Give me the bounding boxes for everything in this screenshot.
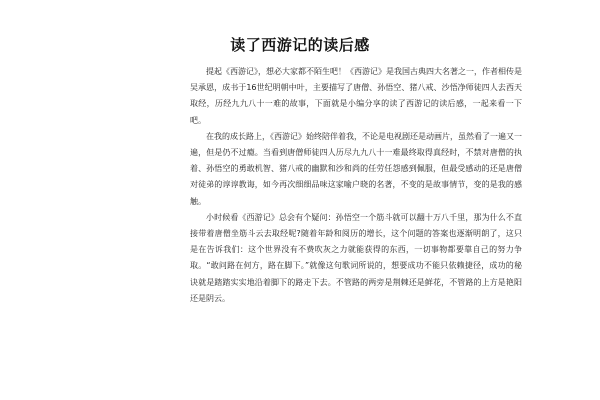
- paragraph-1: 提起《西游记》，想必大家都不陌生吧！《西游记》是我国古典四大名著之一，作者相传是吴承恩，成书于16世纪明朝中叶，主要描写了唐僧、孙悟空、猪八戒、沙悟净师徒四人去西天取经，历经九九八十一难的故事，下面就是小编分享的读了西游记的读后感，一起来看一下吧。: [190, 67, 522, 125]
- document-body: [190, 64, 522, 307]
- paragraph-2: 在我的成长路上，《西游记》始终陪伴着我，不论是电视剧还是动画片，虽然看了一遍又一遍，但是仍不过瘾。当看到唐僧师徒四人历尽九九八十一难最终取得真经时，不禁对唐僧的执着、孙悟空的勇敢机智、猪八戒的幽默和沙和尚的任劳任怨感到佩服，但最受感动的还是唐僧对徒弟的谆谆教诲，如今再次细细品味这家喻户晓的名著，不变的是故事情节，变的是我的感触。: [190, 131, 522, 206]
- paragraph-3: 小时候看《西游记》总会有个疑问：孙悟空一个筋斗就可以翻十万八千里，那为什么不直接带着唐僧坐筋斗云去取经呢?随着年龄和阅历的增长，这个问题的答案也逐渐明朗了，这只是在告诉我们：这个世界没有不费吹灰之力就能获得的东西，一切事物都要靠自己的努力争取。“敢问路在何方，路在脚下。”就像这句歌词所说的，想要成功不能只依赖捷径，成功的秘诀就是踏踏实实地沿着脚下的路走下去。不管路的两旁是荆棘还是鲜花，不管路的上方是艳阳还是阴云。: [190, 212, 522, 303]
- document-title: 读了西游记的读后感: [230, 36, 370, 54]
